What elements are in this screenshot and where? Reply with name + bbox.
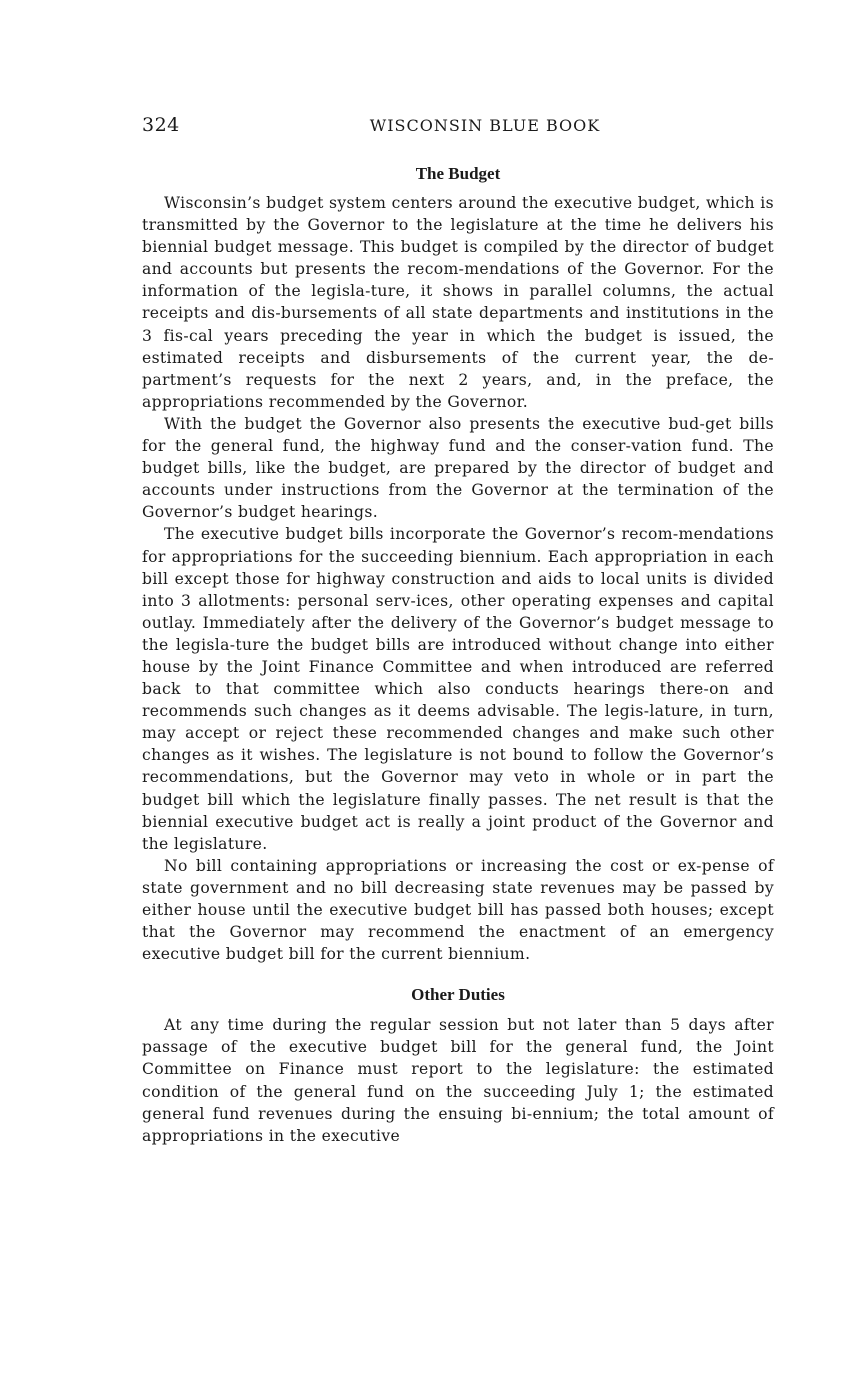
paragraph: With the budget the Governor also presents the executive bud-get bills for the general fund, the highway fund and the conser-vation fund. The budget bills, like the budget, are prepared by the director of budget and accounts under instructions from the Governor at the termination of the Governor’s budget hearings.	[142, 414, 774, 522]
document-page	[142, 114, 774, 1147]
page-number: 324	[142, 114, 180, 136]
running-header	[142, 114, 774, 142]
book-title: WISCONSIN BLUE BOOK	[369, 116, 601, 135]
paragraph: At any time during the regular session but not later than 5 days after passage of the executive budget bill for the general fund, the Joint Committee on Finance must report to the legislature: the estimated condition of the general fund on the succeeding July 1; the estimated general fund revenues during the ensuing bi-ennium; the total amount of appropriations in the executive	[142, 1016, 774, 1145]
paragraph: No bill containing appropriations or increasing the cost or ex-pense of state government and no bill decreasing state revenues may be passed by either house until the executive budget bill has passed both houses; except that the Governor may recommend the enactment of an emergency executive budget bill for the current biennium.	[142, 856, 774, 964]
section-heading-other-duties: Other Duties	[411, 985, 505, 1005]
section-heading-budget: The Budget	[415, 164, 501, 183]
paragraph: Wisconsin’s budget system centers around the executive budget, which is transmitted by the Governor to the legislature at the time he delivers his biennial budget message. This budget is compiled by the director of budget and accounts but presents the recom-mendations of the Governor. For the information of the legisla-ture, it shows in parallel columns, the actual receipts and dis-bursements of all state departments and institutions in the 3 fis-cal years preceding the year in which the budget is issued, the estimated receipts and disbursements of the current year, the de-partment’s requests for the next 2 years, and, in the preface, the appropriations recommended by the Governor.	[142, 194, 774, 411]
paragraph: The executive budget bills incorporate the Governor’s recom-mendations for appropriations for the succeeding biennium. Each appropriation in each bill except those for highway construction and aids to local units is divided into 3 allotments: personal serv-ices, other operating expenses and capital outlay. Immediately after the delivery of the Governor’s budget message to the legisla-ture the budget bills are introduced without change into either house by the Joint Finance Committee and when introduced are referred back to that committee which also conducts hearings there-on and recommends such changes as it deems advisable. The legis-lature, in turn, may accept or reject these recommended changes and make such other changes as it wishes. The legislature is not bound to follow the Governor’s recommendations, but the Governor may veto in whole or in part the budget bill which the legislature finally passes. The net result is that the biennial executive budget act is really a joint product of the Governor and the legislature.	[142, 525, 774, 853]
